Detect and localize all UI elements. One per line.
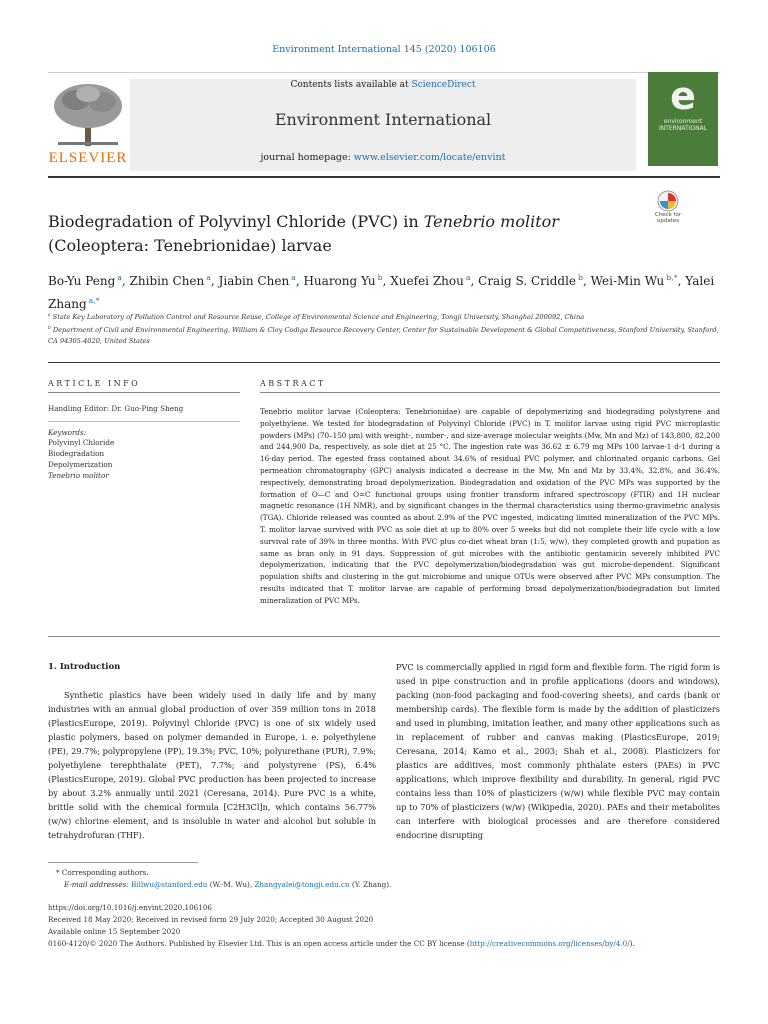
introduction-heading: 1. Introduction [48, 662, 121, 672]
available-online-date: Available online 15 September 2020 [48, 927, 181, 936]
keywords-divider [48, 421, 240, 422]
license-statement [48, 938, 720, 949]
author-affiliation-marker[interactable]: a,* [88, 296, 100, 305]
email-link-wu[interactable]: Billwu@stanford.edu [131, 880, 208, 889]
journal-cover-thumbnail[interactable] [648, 72, 718, 166]
keywords-list [48, 437, 240, 481]
email-addresses [64, 879, 736, 890]
journal-homepage [130, 152, 636, 163]
elsevier-tree-logo [48, 80, 128, 150]
abstract-heading: ABSTRACT [260, 379, 326, 388]
email-link-zhang[interactable]: Zhangyalei@tongji.edu.cn [254, 880, 350, 889]
title-species: Tenebrio molitor [423, 212, 559, 231]
license-text: 0160-4120/© 2020 The Authors. Published by Elsevier Ltd. This is an open access article under the CC BY license ( [48, 939, 470, 948]
author-affiliation-marker[interactable]: b,* [666, 273, 678, 282]
author-affiliation-marker[interactable]: a [465, 273, 471, 282]
cover-title: environment INTERNATIONAL [658, 118, 708, 132]
handling-editor: Handling Editor: Dr. Guo-Ping Sheng [48, 404, 184, 413]
contents-line [130, 80, 636, 90]
author-name[interactable]: Huarong Yu [303, 274, 376, 288]
received-dates: Received 18 May 2020; Received in revised form 29 July 2020; Accepted 30 August 2020 [48, 915, 374, 924]
email-zhang-name: (Y. Zhang). [349, 880, 392, 889]
abstract-divider [260, 392, 720, 393]
corresponding-authors-note: * Corresponding authors. [56, 868, 149, 877]
section-top-divider [48, 362, 720, 363]
cover-letter: e [670, 74, 696, 118]
elsevier-wordmark: ELSEVIER [48, 150, 128, 166]
keyword-item: Biodegradation [48, 449, 105, 458]
author-name[interactable]: Xuefei Zhou [390, 274, 464, 288]
crossmark-icon [648, 190, 688, 212]
author-name[interactable]: Zhibin Chen [129, 274, 205, 288]
keywords-label: Keywords: [48, 428, 87, 437]
masthead-divider [48, 176, 720, 178]
author-name[interactable]: Jiabin Chen [218, 274, 290, 288]
title-part2: (Coleoptera: Tenebrionidae) larvae [48, 236, 332, 255]
license-suffix: ). [629, 939, 635, 948]
license-link[interactable]: http://creativecommons.org/licenses/by/4.0/ [469, 939, 630, 948]
sciencedirect-link[interactable]: ScienceDirect [411, 80, 476, 90]
author-name[interactable]: Wei-Min Wu [590, 274, 665, 288]
author-name[interactable]: Bo-Yu Peng [48, 274, 116, 288]
introduction-right-column: PVC is commercially applied in rigid form and flexible form. The rigid form is used in pipe construction and in profile applications (doors and windows), packing (non-food packaging and food-covering sheets), and cards (bank or membership cards). The flexible form is made by the addition of plasticizers and used in plumbing, imitation leather, and many other applications such as in replacement of rubber and canvas making (PlasticsEurope, 2019; Ceresana, 2014; Kamo et al., 2003; Shah et al., 2008). Plasticizers for plastics are additives, most commonly phthalate esters (PAEs) in PVC applications, which improve flexibility and durability. In general, rigid PVC contains less than 10% of plasticizers (w/w) while flexible PVC may contain up to 70% of plasticizers (w/w) (Wikipedia, 2020). PAEs and their metabolites can interfere with biological processes and are therefore considered endocrine disrupting [396, 662, 720, 840]
author-affiliation-marker[interactable]: b [377, 273, 383, 282]
affiliation-a [48, 310, 720, 323]
title-part1: Biodegradation of Polyvinyl Chloride (PVC) in [48, 212, 424, 231]
keyword-item: Tenebrio molitor [48, 471, 109, 480]
doi-link[interactable]: https://doi.org/10.1016/j.envint.2020.106106 [48, 903, 212, 912]
check-for-updates-label: Check for updates [654, 212, 682, 224]
abstract-bottom-divider [48, 636, 720, 637]
author-affiliation-marker[interactable]: a [291, 273, 296, 282]
article-info-heading: ARTICLE INFO [48, 379, 141, 388]
author-affiliation-marker[interactable]: a [117, 273, 122, 282]
affiliation-a-label: a [48, 313, 51, 318]
email-label: E-mail addresses: [64, 880, 131, 889]
author-list: Bo-Yu Peng $^a$, Zhibin Chen $^a$, Jiabin Chen $^a$, Huarong Yu $^b$, Xuefei Zhou $^a$, Craig S. Criddle $^b$, Wei-Min Wu $^{b,*}$, Yalei Zhang $^{a,*}$ [48, 273, 715, 311]
introduction-left-column: Synthetic plastics have been widely used in daily life and by many industries with an annual global production of over 359 million tons in 2018 (PlasticsEurope, 2019). Polyvinyl Chloride (PVC) is one of six widely used plastic polymers, based on polymer demanded in Europe, i. e. polyethylene (PE), 29.7%; polypropylene (PP), 19.3%; PVC, 10%; polyurethane (PUR), 7.9%; polyethylene terephthalate (PET), 7.7%; and polystyrene (PS), 6.4% (PlasticsEurope, 2019). Global PVC production has been projected to increase by about 3.2% annually until 2021 (Ceresana, 2014). Pure PVC is a white, brittle solid with the chemical formula [C2H3Cl]n, which contains 56.77% (w/w) chlorine element, and is insoluble in water and alcohol but soluble in tetrahydrofuran (THF). [48, 690, 376, 840]
affiliation-b-text: Department of Civil and Environmental Engineering, William & Cloy Codiga Resource Recovery Center, Center for Sustainable Development & Global Competitiveness, Stanford University, Stanford, CA 94305-4020, United States [48, 326, 719, 346]
author-affiliation-marker[interactable]: a [206, 273, 211, 282]
abstract-text: Tenebrio molitor larvae (Coleoptera: Tenebrionidae) are capable of depolymerizing and biodegrading polystyrene and polyethylene. We tested for biodegradation of Polyvinyl Chloride (PVC) in T. molitor larvae using rigid PVC microplastic powders (MPs) (70–150 μm) with weight-, number-, and size-average molecular weights (Mw, Mn and Mz) of 143,800, 82,200 and 244,900 Da, respectively, as sole diet at 25 °C. The ingestion rate was 36.62 ± 6.79 mg MPs 100 larvae-1 d-1 during a 16-day period. The egested frass contained about 34.6% of residual PVC polymer, and chlorinated organic carbons. Gel permeation chromatography (GPC) analysis indicated a decrease in the Mw, Mn and Mz by 33.4%, 32.8%, and 36.4%, respectively, demonstrating broad depolymerization. Biodegradation and oxidation of the PVC MPs was supported by the formation of O—C and O=C functional groups using frontier transform infrared spectroscopy (FTIR) and 1H nuclear magnetic resonance (1H NMR), and by significant changes in the thermal characteristics using thermo-gravimetric analysis (TGA). Chloride released was counted as about 2.9% of the PVC ingested, indicating limited mineralization of the PVC MPs. T. molitor larvae survived with PVC as sole diet at up to 80% over 5 weeks but did not complete their life cycle with a low survival rate of 39% in three months. With PVC plus co-diet wheat bran (1:5, w/w), they completed growth and pupation as same as bran only in 91 days. Suppression of gut microbes with the antibiotic gentamicin severely inhibited PVC depolymerization, indicating that the PVC depolymerization/biodegradation was gut microbe-dependent. Significant population shifts and clustering in the gut microbiome and unique OTUs were observed after PVC MPs consumption. The results indicated that T. molitor larvae are capable of performing broad depolymerization/biodegradation but limited mineralization of PVC MPs. [260, 407, 720, 605]
affiliation-b-label: b [48, 326, 51, 331]
email-wu-name: (W.-M. Wu), [207, 880, 255, 889]
article-title [48, 210, 638, 258]
keyword-item: Polyvinyl Chloride [48, 438, 115, 447]
author-name[interactable]: Yalei Zhang [48, 274, 715, 311]
author-name[interactable]: Craig S. Criddle [478, 274, 577, 288]
footnote-divider [48, 862, 198, 863]
journal-name: Environment International [274, 110, 492, 129]
affiliation-a-text: State Key Laboratory of Pollution Control and Resource Reuse, College of Environmental Science and Engineering, Tongji University, Shanghai 200092, China [52, 313, 585, 322]
homepage-link[interactable]: www.elsevier.com/locate/envint [353, 152, 506, 163]
article-info-divider [48, 392, 240, 393]
contents-prefix: Contents lists available at [290, 80, 412, 90]
journal-citation[interactable]: Environment International 145 (2020) 106106 [272, 44, 496, 55]
homepage-prefix: journal homepage: [260, 152, 354, 163]
check-for-updates-badge[interactable] [648, 190, 688, 230]
author-affiliation-marker[interactable]: b [578, 273, 584, 282]
affiliation-b [48, 323, 720, 347]
keyword-item: Depolymerization [48, 460, 113, 469]
